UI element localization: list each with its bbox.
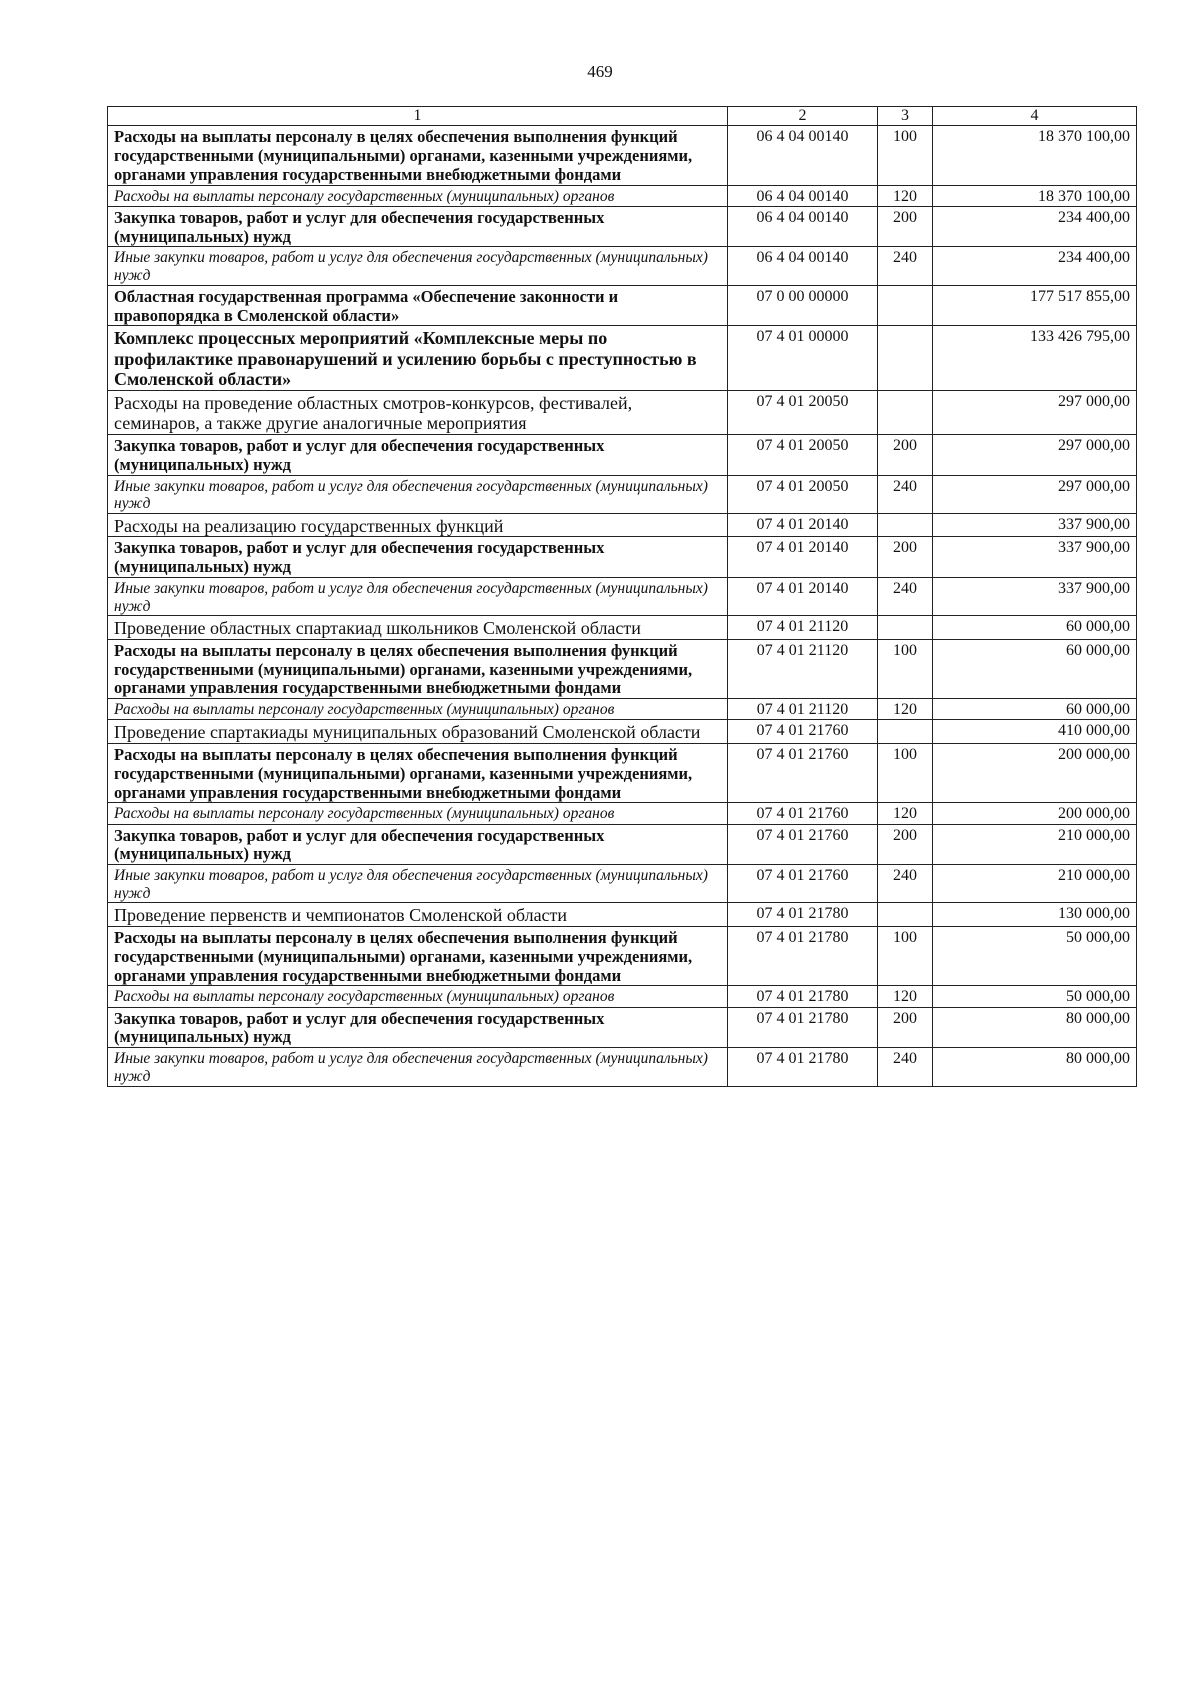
row-code: 07 4 01 20050 — [728, 475, 878, 513]
row-code: 06 4 04 00140 — [728, 247, 878, 285]
row-sum: 234 400,00 — [933, 206, 1137, 247]
row-name: Расходы на выплаты персоналу государственных (муниципальных) органов — [108, 699, 728, 720]
header-col-1: 1 — [108, 107, 728, 126]
table-row — [108, 126, 1137, 185]
table-row — [108, 743, 1137, 802]
row-code: 06 4 04 00140 — [728, 126, 878, 185]
row-code: 07 0 00 00000 — [728, 285, 878, 326]
row-name: Расходы на выплаты персоналу в целях обеспечения выполнения функций государственными (муниципальными) органами, казенными учреждениями, органами управления государственными внебюджетными фондами — [108, 639, 728, 698]
row-sum: 18 370 100,00 — [933, 126, 1137, 185]
table-row — [108, 616, 1137, 640]
table-row — [108, 1007, 1137, 1048]
row-kvr — [878, 513, 933, 537]
row-name: Иные закупки товаров, работ и услуг для обеспечения государственных (муниципальных) нужд — [108, 577, 728, 615]
row-sum: 60 000,00 — [933, 616, 1137, 640]
row-code: 07 4 01 21760 — [728, 865, 878, 903]
row-code: 07 4 01 21760 — [728, 824, 878, 865]
row-sum: 133 426 795,00 — [933, 326, 1137, 391]
row-kvr — [878, 285, 933, 326]
row-kvr — [878, 390, 933, 434]
table-row — [108, 865, 1137, 903]
row-sum: 50 000,00 — [933, 926, 1137, 985]
row-name: Расходы на выплаты персоналу в целях обеспечения выполнения функций государственными (муниципальными) органами, казенными учреждениями, органами управления государственными внебюджетными фондами — [108, 126, 728, 185]
row-name: Расходы на выплаты персоналу государственных (муниципальных) органов — [108, 986, 728, 1007]
table-body — [108, 126, 1137, 1086]
row-name: Расходы на выплаты персоналу в целях обеспечения выполнения функций государственными (муниципальными) органами, казенными учреждениями, органами управления государственными внебюджетными фондами — [108, 926, 728, 985]
header-row — [108, 107, 1137, 126]
row-sum: 210 000,00 — [933, 865, 1137, 903]
row-name: Иные закупки товаров, работ и услуг для обеспечения государственных (муниципальных) нужд — [108, 865, 728, 903]
row-sum: 297 000,00 — [933, 434, 1137, 475]
row-kvr: 120 — [878, 803, 933, 824]
row-kvr — [878, 326, 933, 391]
row-code: 07 4 01 21780 — [728, 903, 878, 927]
row-kvr: 200 — [878, 537, 933, 578]
row-kvr — [878, 616, 933, 640]
row-code: 07 4 01 00000 — [728, 326, 878, 391]
row-sum: 337 900,00 — [933, 513, 1137, 537]
row-name: Расходы на реализацию государственных функций — [108, 513, 728, 537]
page-number: 469 — [587, 62, 613, 81]
table-row — [108, 720, 1137, 744]
row-kvr: 200 — [878, 434, 933, 475]
table-row — [108, 434, 1137, 475]
table-row — [108, 926, 1137, 985]
row-kvr: 240 — [878, 865, 933, 903]
row-code: 07 4 01 21780 — [728, 986, 878, 1007]
row-name: Закупка товаров, работ и услуг для обеспечения государственных (муниципальных) нужд — [108, 206, 728, 247]
row-name: Иные закупки товаров, работ и услуг для обеспечения государственных (муниципальных) нужд — [108, 475, 728, 513]
row-kvr: 240 — [878, 1048, 933, 1086]
row-sum: 297 000,00 — [933, 475, 1137, 513]
table-row — [108, 390, 1137, 434]
row-kvr: 100 — [878, 743, 933, 802]
header-col-2: 2 — [728, 107, 878, 126]
row-sum: 60 000,00 — [933, 699, 1137, 720]
row-code: 07 4 01 21780 — [728, 1048, 878, 1086]
row-code: 07 4 01 21120 — [728, 616, 878, 640]
row-name: Расходы на проведение областных смотров-конкурсов, фестивалей, семинаров, а также другие аналогичные мероприятия — [108, 390, 728, 434]
row-sum: 234 400,00 — [933, 247, 1137, 285]
row-kvr: 100 — [878, 926, 933, 985]
row-name: Иные закупки товаров, работ и услуг для обеспечения государственных (муниципальных) нужд — [108, 1048, 728, 1086]
row-sum: 297 000,00 — [933, 390, 1137, 434]
row-kvr: 100 — [878, 126, 933, 185]
row-code: 07 4 01 21120 — [728, 699, 878, 720]
table-row — [108, 577, 1137, 615]
row-kvr: 120 — [878, 699, 933, 720]
row-kvr: 100 — [878, 639, 933, 698]
table-row — [108, 903, 1137, 927]
row-code: 06 4 04 00140 — [728, 185, 878, 206]
row-kvr — [878, 720, 933, 744]
table-row — [108, 513, 1137, 537]
row-name: Расходы на выплаты персоналу государственных (муниципальных) органов — [108, 803, 728, 824]
row-code: 07 4 01 20050 — [728, 390, 878, 434]
row-name: Областная государственная программа «Обеспечение законности и правопорядка в Смоленской области» — [108, 285, 728, 326]
table-row — [108, 824, 1137, 865]
table-row — [108, 639, 1137, 698]
row-name: Закупка товаров, работ и услуг для обеспечения государственных (муниципальных) нужд — [108, 1007, 728, 1048]
row-name: Комплекс процессных мероприятий «Комплексные меры по профилактике правонарушений и усилению борьбы с преступностью в Смоленской области» — [108, 326, 728, 391]
row-kvr: 240 — [878, 247, 933, 285]
row-code: 07 4 01 21780 — [728, 1007, 878, 1048]
row-sum: 80 000,00 — [933, 1048, 1137, 1086]
table-row — [108, 1048, 1137, 1086]
row-code: 07 4 01 21760 — [728, 803, 878, 824]
row-code: 07 4 01 20140 — [728, 537, 878, 578]
table-row — [108, 986, 1137, 1007]
table-row — [108, 285, 1137, 326]
table-row — [108, 803, 1137, 824]
row-name: Закупка товаров, работ и услуг для обеспечения государственных (муниципальных) нужд — [108, 537, 728, 578]
table-row — [108, 326, 1137, 391]
budget-table — [107, 106, 1137, 1087]
row-kvr: 200 — [878, 1007, 933, 1048]
row-sum: 177 517 855,00 — [933, 285, 1137, 326]
row-name: Проведение областных спартакиад школьников Смоленской области — [108, 616, 728, 640]
row-sum: 130 000,00 — [933, 903, 1137, 927]
row-kvr: 200 — [878, 206, 933, 247]
row-kvr: 120 — [878, 986, 933, 1007]
row-code: 07 4 01 21780 — [728, 926, 878, 985]
row-name: Расходы на выплаты персоналу в целях обеспечения выполнения функций государственными (муниципальными) органами, казенными учреждениями, органами управления государственными внебюджетными фондами — [108, 743, 728, 802]
table-row — [108, 537, 1137, 578]
row-code: 07 4 01 21120 — [728, 639, 878, 698]
row-code: 06 4 04 00140 — [728, 206, 878, 247]
header-col-3: 3 — [878, 107, 933, 126]
table-row — [108, 247, 1137, 285]
table-row — [108, 185, 1137, 206]
row-code: 07 4 01 21760 — [728, 720, 878, 744]
row-sum: 210 000,00 — [933, 824, 1137, 865]
row-name: Проведение спартакиады муниципальных образований Смоленской области — [108, 720, 728, 744]
row-sum: 80 000,00 — [933, 1007, 1137, 1048]
row-kvr — [878, 903, 933, 927]
row-sum: 200 000,00 — [933, 803, 1137, 824]
row-name: Закупка товаров, работ и услуг для обеспечения государственных (муниципальных) нужд — [108, 824, 728, 865]
row-kvr: 240 — [878, 475, 933, 513]
table-row — [108, 475, 1137, 513]
row-name: Закупка товаров, работ и услуг для обеспечения государственных (муниципальных) нужд — [108, 434, 728, 475]
table-row — [108, 206, 1137, 247]
row-sum: 50 000,00 — [933, 986, 1137, 1007]
row-code: 07 4 01 20140 — [728, 513, 878, 537]
row-name: Проведение первенств и чемпионатов Смоленской области — [108, 903, 728, 927]
row-kvr: 240 — [878, 577, 933, 615]
row-sum: 200 000,00 — [933, 743, 1137, 802]
row-code: 07 4 01 21760 — [728, 743, 878, 802]
row-kvr: 120 — [878, 185, 933, 206]
row-code: 07 4 01 20140 — [728, 577, 878, 615]
row-code: 07 4 01 20050 — [728, 434, 878, 475]
table-row — [108, 699, 1137, 720]
row-sum: 337 900,00 — [933, 577, 1137, 615]
row-name: Иные закупки товаров, работ и услуг для обеспечения государственных (муниципальных) нужд — [108, 247, 728, 285]
row-sum: 60 000,00 — [933, 639, 1137, 698]
row-sum: 337 900,00 — [933, 537, 1137, 578]
row-sum: 410 000,00 — [933, 720, 1137, 744]
header-col-4: 4 — [933, 107, 1137, 126]
row-sum: 18 370 100,00 — [933, 185, 1137, 206]
row-name: Расходы на выплаты персоналу государственных (муниципальных) органов — [108, 185, 728, 206]
row-kvr: 200 — [878, 824, 933, 865]
